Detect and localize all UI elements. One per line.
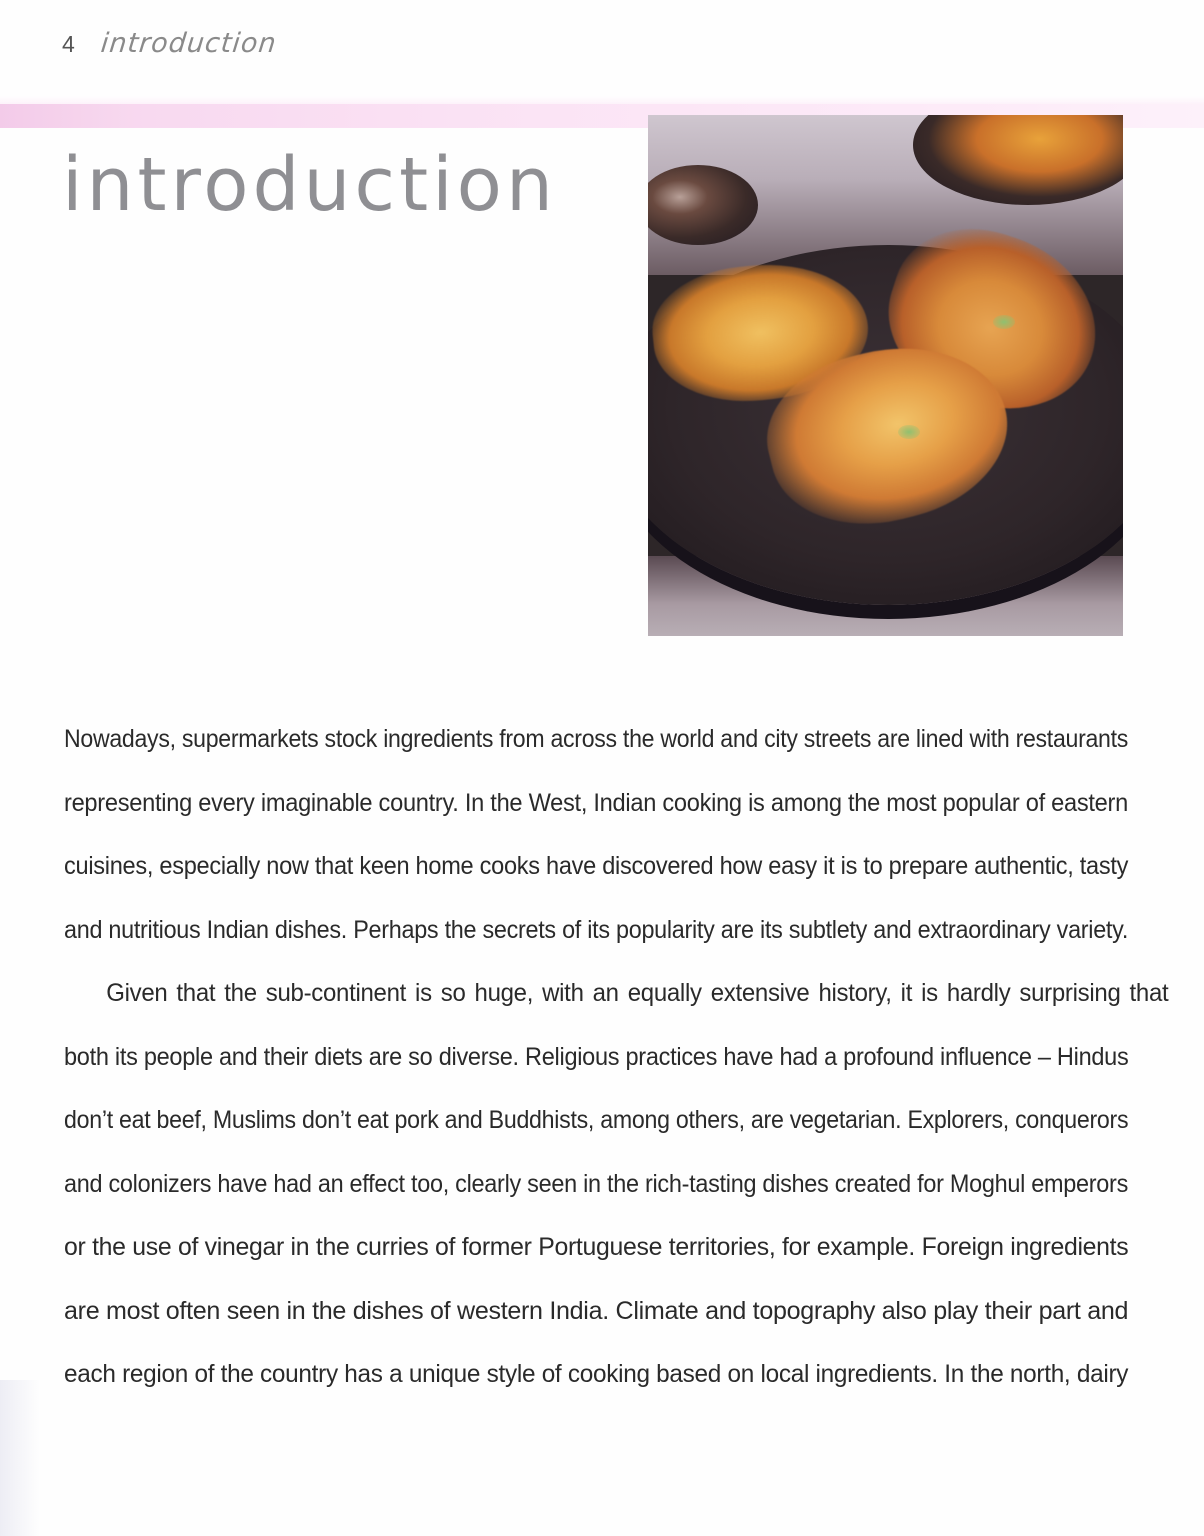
text-line: Given that the sub-continent is so huge, with an equally extensive history, it is hardly surprising that xyxy=(106,979,1169,1007)
paragraph-1 xyxy=(64,708,1128,962)
text-line: each region of the country has a unique style of cooking based on local ingredients. In the north, dairy xyxy=(64,1360,1129,1388)
chapter-title: introduction xyxy=(62,142,557,228)
text-line: representing every imaginable country. In the West, Indian cooking is among the most popular of eastern xyxy=(64,788,1128,817)
photo-herb-garnish xyxy=(898,425,920,439)
text-line: and colonizers have had an effect too, clearly seen in the rich-tasting dishes created for Moghul emperors xyxy=(64,1169,1129,1198)
photo-herb-garnish xyxy=(993,315,1015,329)
body-text xyxy=(64,708,1169,1407)
page-edge-shadow xyxy=(0,1380,40,1536)
text-line: both its people and their diets are so diverse. Religious practices have had a profound influence – Hindus xyxy=(64,1042,1129,1071)
running-section-title: introduction xyxy=(99,28,279,59)
running-head xyxy=(62,28,279,68)
text-line: cuisines, especially now that keen home cooks have discovered how easy it is to prepare authentic, tasty xyxy=(64,852,1129,880)
paragraph-2 xyxy=(64,962,1169,1407)
page-number: 4 xyxy=(62,31,75,57)
text-line: or the use of vinegar in the curries of former Portuguese territories, for example. Foreign ingredients xyxy=(64,1233,1129,1261)
food-photo xyxy=(648,115,1123,636)
text-line: and nutritious Indian dishes. Perhaps the secrets of its popularity are its subtlety and extraordinary variety. xyxy=(64,915,1129,944)
text-line: Nowadays, supermarkets stock ingredients from across the world and city streets are lined with restaurants xyxy=(64,725,1129,753)
text-line: don’t eat beef, Muslims don’t eat pork and Buddhists, among others, are vegetarian. Explorers, conquerors xyxy=(64,1106,1129,1134)
text-line: are most often seen in the dishes of western India. Climate and topography also play their part and xyxy=(64,1296,1129,1325)
